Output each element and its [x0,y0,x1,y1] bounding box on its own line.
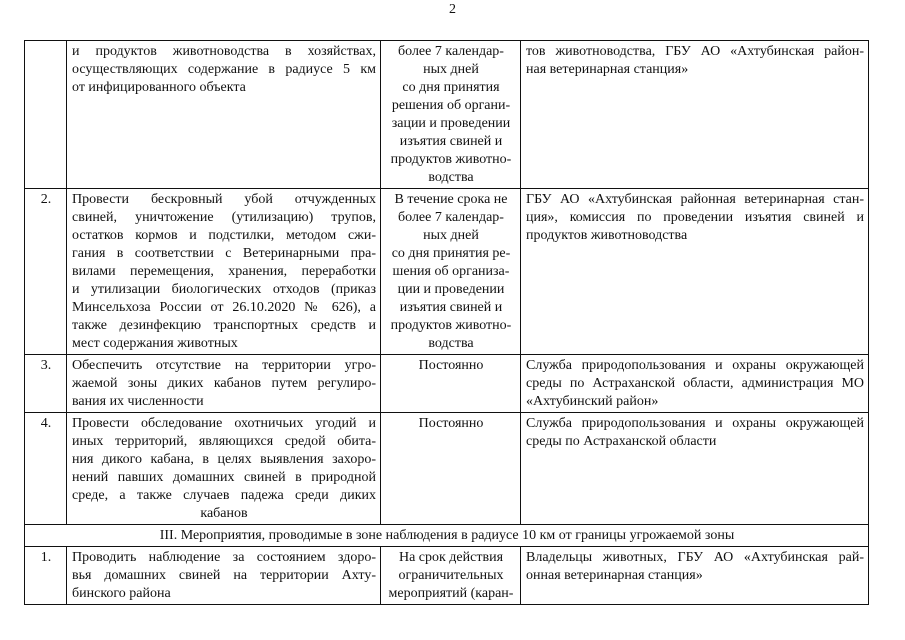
responsible-line: среды по Астраханской области [526,434,717,449]
action-line: среде, а также случаев падежа среди диких [72,488,376,503]
responsible-line: тов животноводства, ГБУ АО «Ахтубинская район- [526,44,864,59]
term-line: со дня принятия ре- [391,246,511,261]
action-line: и продуктов животноводства в хозяйствах, [72,44,376,59]
table-row [25,189,869,355]
term-line: шения об организа- [392,264,510,279]
action-line: также дезинфекцию транспортных средств и [72,318,376,333]
action-line: осуществляющих содержание в радиусе 5 км [72,62,376,77]
term-line: продуктов животно- [390,318,512,333]
action-line: ния дикого кабана, в целях выявления захоро- [72,452,376,467]
action-line: вилами перемещения, хранения, переработки [72,264,376,279]
term-line: водства [428,336,474,351]
responsible-line: ГБУ АО «Ахтубинская районная ветеринарная стан- [526,192,864,207]
term-line: мероприятий (каран- [388,586,514,601]
term-line: ных дней [423,62,479,77]
term-line: более 7 календар- [398,210,504,225]
row-number: 2. [25,189,67,355]
responsible-line: ная ветеринарная станция» [526,62,689,77]
term-line: более 7 календар- [398,44,504,59]
action-line: мест содержания животных [72,336,238,351]
page-number: 2 [449,2,456,17]
section-row [25,525,869,547]
term-cell [381,413,521,525]
responsible-line: Служба природопользования и охраны окружающей [526,358,864,373]
measures-table [24,40,869,605]
responsible-line: среды по Астраханской области, администрация МО [526,376,864,391]
action-cell [67,547,381,605]
action-line: Проводить наблюдение за состоянием здоро- [72,550,376,565]
term-line: решения об органи- [391,98,511,113]
responsible-cell [521,41,869,189]
responsible-line: ция», комиссия по проведении изъятия свиней и [526,210,864,225]
action-line: остатков кормов и подстилки, методом сжи- [72,228,376,243]
action-line: бинского района [72,586,171,601]
table-row [25,547,869,605]
term-line: зации и проведении [391,116,511,131]
term-line: В течение срока не [394,192,508,207]
term-line: ограничительных [398,568,504,583]
action-line: от инфицированного объекта [72,80,246,95]
row-number: 1. [25,547,67,605]
action-line: Обеспечить отсутствие на территории угро- [72,358,376,373]
term-line: На срок действия [398,550,504,565]
row-number: 3. [25,355,67,413]
term-line: Постоянно [418,358,484,373]
term-line: водства [428,170,474,185]
responsible-line: Владельцы животных, ГБУ АО «Ахтубинская рай- [526,550,864,565]
responsible-cell [521,547,869,605]
table-row [25,41,869,189]
action-line: свиней, уничтожение (утилизацию) трупов, [72,210,376,225]
term-line: Постоянно [418,416,484,431]
action-line: вья домашних свиней на территории Ахту- [72,568,376,583]
responsible-cell [521,355,869,413]
responsible-line: онная ветеринарная станция» [526,568,703,583]
term-line: изъятия свиней и [399,300,503,315]
term-cell [381,41,521,189]
row-number [25,41,67,189]
term-cell [381,189,521,355]
section-heading: III. Мероприятия, проводимые в зоне наблюдения в радиусе 10 км от границы угрожаемой зоны [25,525,869,547]
term-line: ции и проведении [397,282,505,297]
action-line: жаемой зоны диких кабанов путем регулиро- [72,376,376,391]
responsible-cell [521,189,869,355]
action-cell [67,189,381,355]
action-line: Провести обследование охотничьих угодий и [72,416,376,431]
action-line: вания их численности [72,394,204,409]
term-line: со дня принятия [402,80,500,95]
action-line: нений павших домашних свиней в природной [72,470,376,485]
term-cell [381,355,521,413]
responsible-line: продуктов животноводства [526,228,688,243]
term-cell [381,547,521,605]
term-line: ных дней [423,228,479,243]
table-row [25,355,869,413]
action-cell [67,355,381,413]
responsible-line: Служба природопользования и охраны окружающей [526,416,864,431]
action-line: иных территорий, являющихся средой обита- [72,434,376,449]
row-number: 4. [25,413,67,525]
responsible-line: «Ахтубинский район» [526,394,659,409]
action-line: гания в соответствии с Ветеринарными пра- [72,246,376,261]
action-line: Минсельхоза России от 26.10.2020 № 626), а [72,300,376,315]
responsible-cell [521,413,869,525]
action-line: кабанов [200,506,248,521]
action-line: и утилизации биологических отходов (приказ [72,282,376,297]
action-line: Провести бескровный убой отчужденных [72,192,376,207]
action-cell [67,41,381,189]
action-cell [67,413,381,525]
term-line: изъятия свиней и [399,134,503,149]
table-row [25,413,869,525]
term-line: продуктов животно- [390,152,512,167]
